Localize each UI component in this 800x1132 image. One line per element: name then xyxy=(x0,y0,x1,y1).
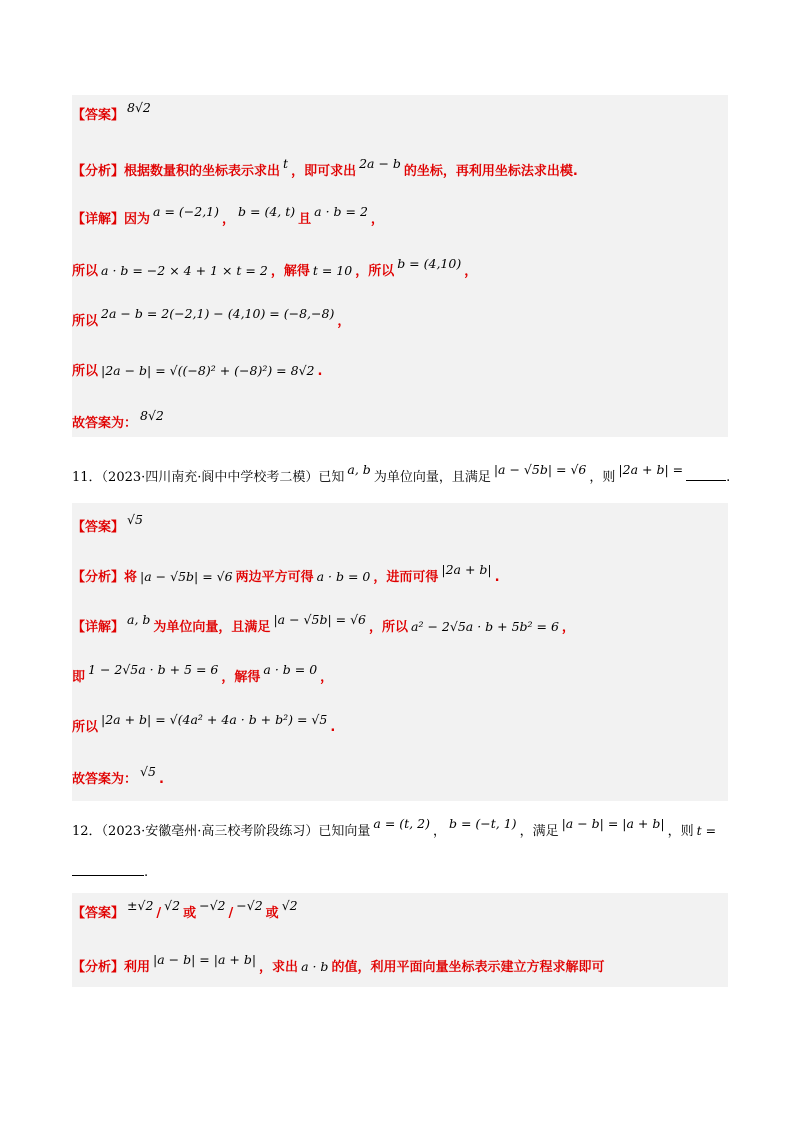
detail-line: 所以2a − b = 2(−2,1) − (4,10) = (−8,−8)， xyxy=(72,306,351,329)
answer-label: 【答案】 xyxy=(72,906,125,921)
detail-line: 【详解】a, b为单位向量，且满足|a − √5b| = √6，所以 a² − 2√5a · b + 5b² = 6 ， xyxy=(72,612,575,635)
question-source: （2023·四川南充·阆中中学校考二模）已知 xyxy=(101,470,345,485)
detail-line: 即1 − 2√5a · b + 5 = 6，解得a · b = 0， xyxy=(72,662,334,685)
detail-line: 所以 |2a − b| = √((−8)² + (−8)²) = 8√2 . xyxy=(72,363,323,379)
detail-line: 所以 a · b = −2 × 4 + 1 × t = 2 ，解得 t = 10 ，所以b = (4,10)， xyxy=(72,256,478,279)
final-label: 故答案为： xyxy=(72,416,138,431)
answer-line xyxy=(72,100,154,127)
answer-line: 【答案】√5 xyxy=(72,512,143,535)
detail-line: 所以|2a + b| = √(4a² + 4a · b + b²) = √5. xyxy=(72,712,336,735)
question-number: 11． xyxy=(72,470,102,485)
analysis-line: 【分析】将 |a − √5b| = √6 两边平方可得 a · b = 0 ，进而可得|2a + b|. xyxy=(72,562,500,585)
question-12: 12．（2023·安徽亳州·高三校考阶段练习）已知向量a = (t, 2)，b = (−t, 1)，满足|a − b| = |a + b|，则 t = xyxy=(72,816,717,839)
final-label: 故答案为： xyxy=(72,772,138,787)
answer-label: 【答案】 xyxy=(72,108,125,123)
question-source: （2023·安徽亳州·高三校考阶段练习）已知向量 xyxy=(101,824,371,839)
analysis-label: 【分析】 xyxy=(72,164,125,179)
answer-label: 【答案】 xyxy=(72,520,125,535)
final-answer-line: 故答案为：8√2 xyxy=(72,408,164,431)
final-answer-line: 故答案为：√5. xyxy=(72,764,164,787)
analysis-line: 【分析】根据数量积的坐标表示求出t，即可求出2a − b的坐标，再利用坐标法求出模. xyxy=(72,156,578,179)
answer-block-q11 xyxy=(72,503,728,801)
answer-value: 8√2 xyxy=(127,100,151,115)
question-number: 12． xyxy=(72,824,102,839)
question-12-blank-line: . xyxy=(72,862,148,884)
detail-label: 【详解】 xyxy=(72,212,125,227)
detail-line: 【详解】因为a = (−2,1)，b = (4, t)且a · b = 2， xyxy=(72,204,384,227)
analysis-label: 【分析】 xyxy=(72,960,125,975)
answer-blank xyxy=(72,863,144,876)
analysis-line: 【分析】利用|a − b| = |a + b|，求出 a · b 的值，利用平面向量坐标表示建立方程求解即可 xyxy=(72,952,605,975)
answer-line: 【答案】±√2/√2或−√2/−√2或√2 xyxy=(72,898,298,921)
analysis-label: 【分析】 xyxy=(72,570,125,585)
question-11: 11．（2023·四川南充·阆中中学校考二模）已知a, b为单位向量，且满足|a − √5b| = √6，则|2a + b| =. xyxy=(72,462,731,485)
detail-label: 【详解】 xyxy=(72,620,125,635)
answer-blank xyxy=(686,468,726,481)
